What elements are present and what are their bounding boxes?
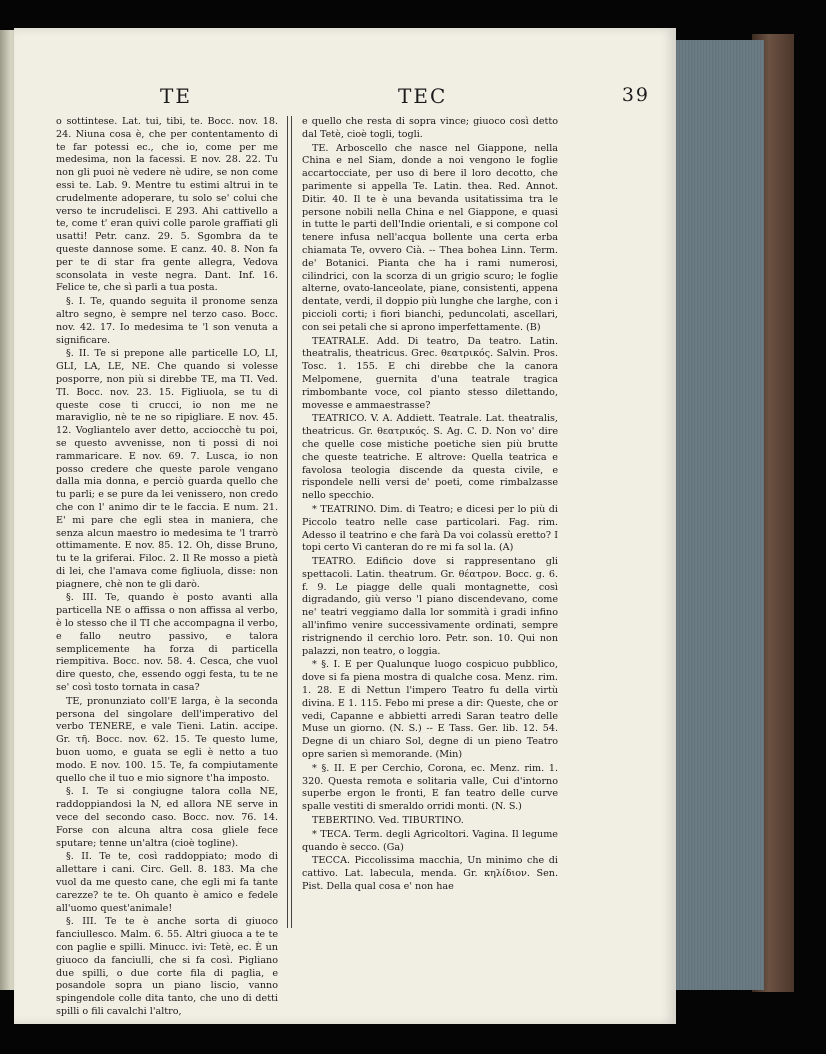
header-left-guideword: TE: [160, 84, 192, 108]
entry-paragraph: §. I. Te si congiugne talora colla NE, raddoppiandosi la N, ed allora NE serve in vece del secondo caso. Bocc. nov. 76. 14. Forse con alcuna altra cosa gliele fece sputare; tenne un'altra (cioè togline).: [56, 786, 278, 849]
entry-paragraph: TE. Arboscello che nasce nel Giappone, nella China e nel Siam, donde a noi vengono le foglie accartocciate, per uso di bere il loro decotto, che parimente si appella Te. Latin. thea. Red. Annot. Ditir. 40. Il te è una bevanda usitatissima tra le persone nobili nella China e nel Giappone, e quasi in tutte le parti dell'Indie orientali, e si compone col tenere infusa nell'acqua bollente una certa erba chiamata Te, ovvero Cià. -- Thea bohea Linn. Term. de' Botanici. Pianta che ha i rami numerosi, cilindrici, con la scorza di un grigio scuro; le foglie alterne, ovato-lanceolate, piane, consistenti, appena dentate, verdi, il doppio più lunghe che larghe, con i piccioli corti; i fiori bianchi, peduncolati, ascellari, con sei petali che si aprono imperfettamente. (B): [302, 142, 558, 333]
left-column: [56, 116, 278, 1020]
entry-paragraph: §. III. Te te è anche sorta di giuoco fanciullesco. Malm. 6. 55. Altri giuoca a te te con paglie e spilli. Minucc. ivi: Tetè, ec. È un giuoco da fanciulli, che si fa così. Pigliano due spilli, o due corte fila di paglia, e posandole sopra un piano liscio, vanno spingendole colle dita tanto, che uno di detti spilli o fili cavalchi l'altro,: [56, 916, 278, 1017]
entry-paragraph: TEATRALE. Add. Di teatro, Da teatro. Latin. theatralis, theatricus. Grec. θεατρικός. Salvin. Pros. Tosc. 1. 155. E chi direbbe che la canora Melpomene, guernita d'una teatrale tragica rimbombante voce, col pianto stesso dilettando, movesse e ammaestrasse?: [302, 335, 558, 411]
page-header: [60, 84, 650, 114]
entry-paragraph: * §. I. E per Qualunque luogo cospicuo pubblico, dove si fa piena mostra di qualche cosa. Menz. rim. 1. 28. E di Nettun l'impero Teatro fu della virtù divina. E 1. 115. Febo mi prese a dir: Queste, che or vedi, Capanne e abbietti arredi Saran teatro delle Muse un giorno. (N. S.) -- E Tass. Ger. lib. 12. 54. Degne di un chiaro Sol, degne di un pieno Teatro opre sarien sì memorande. (Min): [302, 659, 558, 761]
entry-paragraph: TE, pronunziato coll'E larga, è la seconda persona del singolare dell'imperativo del verbo TENERE, e vale Tieni. Latin. accipe. Gr. τῆ. Bocc. nov. 62. 15. Te questo lume, buon uomo, e guata se egli è netto a tuo modo. E nov. 100. 15. Te, fa compiutamente quello che il tuo e mio signore t'ha imposto.: [56, 695, 278, 784]
entry-paragraph: §. I. Te, quando seguita il pronome senza altro segno, è sempre nel terzo caso. Bocc. nov. 42. 17. Io medesima te 'l son venuta a significare.: [56, 296, 278, 346]
entry-paragraph: * §. II. E per Cerchio, Corona, ec. Menz. rim. 1. 320. Questa remota e solitaria valle, Cui d'intorno superbe ergon le fronti, E fan teatro delle curve spalle vestiti di smeraldo orridi monti. (N. S.): [302, 762, 558, 813]
entry-paragraph: o sottintese. Lat. tui, tibi, te. Bocc. nov. 18. 24. Niuna cosa è, che per contentamento di te far potessi ec., che io, come per me medesima, non la facessi. E nov. 28. 22. Tu non gli puoi nè vedere nè udire, se non come essi te. Lab. 9. Mentre tu estimi altrui in te crudelmente adoperare, tu solo se' colui che verso te incrudelisci. E 293. Ahi cattivello a te, come t' eran quivi colle parole graffiati gli usatti! Petr. canz. 29. 5. Sgombra da te queste dannose some. E canz. 40. 8. Non fa per te di star fra gente allegra, Vedova sconsolata in veste negra. Dant. Inf. 16. Felice te, che sì parli a tua posta.: [56, 116, 278, 294]
header-right-guideword: TEC: [398, 84, 448, 108]
column-divider: [287, 116, 292, 928]
entry-paragraph: TECCA. Piccolissima macchia, Un minimo che di cattivo. Lat. labecula, menda. Gr. κηλίδιον. Sen. Pist. Della qual cosa e' non hae: [302, 855, 558, 893]
entry-paragraph: * TEATRINO. Dim. di Teatro; e dicesi per lo più di Piccolo teatro nelle case particolari. Fag. rim. Adesso il teatrino e che farà Da voi colassù eretto? I topi certo Vi canteran do re mi fa sol la. (A): [302, 503, 558, 554]
entry-paragraph: TEBERTINO. Ved. TIBURTINO.: [312, 815, 464, 827]
entry-paragraph: §. II. Te si prepone alle particelle LO, LI, GLI, LA, LE, NE. Che quando si volesse posporre, non più si direbbe TE, ma TI. Ved. TI. Bocc. nov. 23. 15. Figliuola, se tu di queste cose ti crucci, io non me ne maraviglio, nè te ne so ripigliare. E nov. 45. 12. Vogliantelo aver detto, acciocchè tu poi, se questo avvenisse, non ti possi di noi rammaricare. E nov. 69. 7. Lusca, io non posso credere che queste parole vengano dalla mia donna, e perciò guarda quello che tu parli; e se pure da lei venissero, non credo che con l' animo dir te le faccia. E num. 21. E' mi pare che egli stea in maniera, che senza alcun maestro io medesima te 'l trarrò ottimamente. E nov. 85. 12. Oh, disse Bruno, tu te la griferai. Filoc. 2. Il Re mosso a pietà di lei, che l'amava come figliuola, disse: non piagnere, chè non te gli darò.: [56, 348, 278, 590]
entry-paragraph: TEATRICO. V. A. Addiett. Teatrale. Lat. theatralis, theatricus. Gr. θεατρικός. S. Ag. C. D. Non vo' dire che quelle cose mistiche poetiche sien più brutte che queste teatriche. E altrove: Quella teatrica e favolosa teologia discende da questa civile, e rispondele nelli versi de' poeti, come rimbalzasse nello specchio.: [302, 413, 558, 502]
right-column: [302, 116, 558, 895]
entry-paragraph: e quello che resta di sopra vince; giuoco così detto dal Tetè, cioè togli, togli.: [302, 116, 558, 140]
entry-paragraph: §. III. Te, quando è posto avanti alla particella NE o affissa o non affissa al verbo, è lo stesso che il TI che accompagna il verbo, e fallo neutro passivo, e talora semplicemente ha forza di particella riempitiva. Bocc. nov. 58. 4. Cesca, che vuol dire questo, che, essendo oggi festa, tu te ne se' così tosto tornata in casa?: [56, 592, 278, 694]
book-fore-edge: [672, 40, 764, 990]
entry-paragraph: TEATRO. Edificio dove si rappresentano gli spettacoli. Latin. theatrum. Gr. θέατρον. Bocc. g. 6. f. 9. Le piagge delle quali montagnette, così digradando, giù verso 'l piano discendevano, come ne' teatri veggiamo dalla lor sommità i gradi infino all'infimo venire successivamente ordinati, sempre ristrignendo il cerchio loro. Petr. son. 10. Qui non palazzi, non teatro, o loggia.: [302, 556, 558, 657]
entry-paragraph: §. II. Te te, così raddoppiato; modo di allettare i cani. Circ. Gell. 8. 183. Ma che vuol da me questo cane, che egli mi fa tante carezze? te te. Oh quanto è amico e fedele all'uomo quest'animale!: [56, 851, 278, 914]
page-number: 39: [621, 84, 650, 106]
entry-paragraph: * TECA. Term. degli Agricoltori. Vagina. Il legume quando è secco. (Ga): [302, 828, 558, 853]
